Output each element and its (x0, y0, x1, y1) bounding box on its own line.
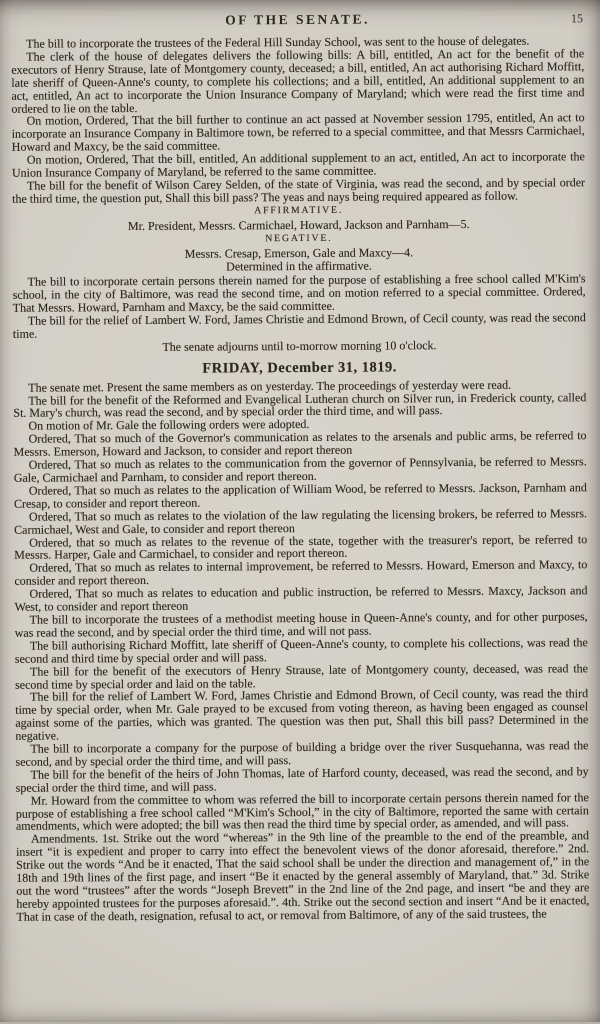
centered-line: The senate adjourns until to-morrow morning 10 o'clock. (162, 338, 437, 354)
paragraph: The bill to incorporate the trustees of a methodist meeting house in Queen-Anne's county, and for other purposes, was read the second, and by special order the third time, and will not pass. (14, 609, 588, 640)
paragraph: The senate met. Present the same members as on yesterday. The proceedings of yesterday were read. (28, 377, 512, 395)
date-heading: FRIDAY, December 31, 1819. (202, 359, 397, 377)
centered-line: Messrs. Cresap, Emerson, Gale and Maxcy—4. (184, 244, 414, 261)
paragraph: The bill to incorporate certain persons therein named for the purpose of establishing a free school called M'Kim's school, in the city of Baltimore, was read the second time, and on motion referred to a special committee. Ordered, That Messrs. Howard, Parnham and Maxcy, be the said committee. (12, 271, 586, 315)
paragraph: Ordered, That so much of the Governor's communication as relates to the arsenals and public arms, be referred to Messrs. Emerson, Howard and Jackson, to consider and report thereon (13, 428, 587, 459)
page-header (11, 10, 584, 33)
paragraph: The bill to incorporate the trustees of the Federal Hill Sunday School, was sent to the house of delegates. (26, 33, 530, 51)
paragraph: The bill to incorporate a company for the purpose of building a bridge over the river Susquehanna, was read the second, and by special order the third time, and will pass. (15, 738, 589, 769)
paragraph: Mr. Howard from the committee to whom was referred the bill to incorporate certain persons therein named for the purpose of establishing a free school called “M'Kim's School,” in the city of Baltimore, reported the same with certain amendments, which were adopted; the bill was then read the third time by special order, as amended, and will pass. (15, 789, 589, 834)
page-number: 15 (570, 11, 584, 26)
centered-line: Determined in the affirmative. (226, 258, 372, 274)
paragraph: The bill for the relief of Lambert W. Ford, James Christie and Edmond Brown, of Cecil county, was read the third time by special order, when Mr. Gale prayed to be excused from voting thereon, as having been engaged as counsel against some of the parties, which was granted. The question was then put, Shall this bill pass? Determined in the negative. (15, 686, 589, 743)
paragraph: Ordered, That so much as relates to the violation of the law regulating the licensing brokers, be referred to Messrs. Carmichael, West and Gale, to consider and report thereon (14, 505, 588, 537)
running-title: OF THE SENATE. (225, 11, 370, 28)
paragraph: On motion, Ordered, That the bill, entitled, An additional supplement to an act, entitled, An act to incorporate the Union Insurance Company of Maryland, be referred to the same committee. (11, 149, 585, 180)
vote-result-heading: AFFIRMATIVE. (254, 204, 344, 217)
centered-line: Mr. President, Messrs. Carmichael, Howard, Jackson and Parnham—5. (127, 216, 470, 233)
paragraph: Ordered, That so much as relates to the communication from the governor of Pennsylvania, be referred to Messrs. Gale, Carmichael and Parnham, to consider and report thereon. (13, 454, 587, 485)
document-body (11, 34, 589, 923)
paragraph: The bill for the benefit of the heirs of John Thomas, late of Harford county, deceased, was read the second, and by special order the third time, and will pass. (15, 764, 589, 795)
paragraph: Ordered, That so much as relates to the application of William Wood, be referred to Messrs. Jackson, Parnham and Cresap, to consider and report thereon. (13, 480, 587, 511)
paragraph: Ordered, that so much as relates to the revenue of the state, together with the treasurer's report, be referred to Messrs. Harper, Gale and Carmichael, to consider and report thereon. (14, 531, 588, 563)
paragraph: On motion, Ordered, That the bill further to continue an act passed at November session 1795, entitled, An act to incorporate an Insurance Company in Baltimore town, be referred to a special committee, and that Messrs Carmichael, Howard and Maxcy, be the said committee. (11, 110, 585, 155)
paragraph: The bill authorising Richard Moffitt, late sheriff of Queen-Anne's county, to complete his collections, was read the second and third time by special order and will pass. (14, 635, 588, 666)
paragraph: Amendments. 1st. Strike out the word “whereas” in the 9th line of the preamble to the end of the preamble, and insert “it is expedient and proper to carry into effect the benevolent views of the donor aforesaid, therefore.” 2nd. Strike out the words “And be it enacted, That the said school shall be under the direction and management of,” in the 18th and 19th lines of the first page, and insert “Be it enacted by the general assembly of Maryland, that.” 3d. Strike out the word “trustees” after the words “Joseph Brevett” in the 2nd line of the 2nd page, and insert “be and they are hereby appointed trustees for the purposes aforesaid.”. 4th. Strike out the second section and insert “And be it enacted, That in case of the death, resignation, refusal to act, or removal from Baltimore, of any of the said trustees, the (16, 828, 590, 924)
paragraph: The bill for the benefit of the executors of Henry Strause, late of Montgomery county, deceased, was read the second time by special order and laid on the table. (15, 660, 589, 692)
paragraph: The bill for the benefit of Wilson Carey Selden, of the state of Virginia, was read the second, and by special order the third time, the question put, Shall this bill pass? The yeas and nays being required appeared as follow. (12, 175, 586, 206)
paragraph: The bill for the relief of Lambert W. Ford, James Christie and Edmond Brown, of Cecil county, was read the second time. (12, 310, 586, 341)
paragraph: Ordered, That so much as relates to internal improvement, be referred to Messrs. Howard, Emerson and Maxcy, to consider and report thereon. (14, 557, 588, 588)
vote-result-heading: NEGATIVE. (265, 232, 333, 244)
paragraph: Ordered, That so much as relates to education and public instruction, be referred to Messrs. Maxcy, Jackson and West, to consider and report thereon (14, 583, 588, 614)
paragraph: The clerk of the house of delegates delivers the following bills: A bill, entitled, An act for the benefit of the executors of Henry Strause, late of Montgomery county, deceased; a bill, entitled, An act authorising Richard Moffitt, late sheriff of Queen-Anne's county, to complete his collections; and a bill, entitled, An additional supplement to an act, entitled, An act to incorporate the Union Insurance Company of Maryland; which were read the first time and ordered to lie on the table. (11, 46, 585, 116)
paragraph: On motion of Mr. Gale the following orders were adopted. (28, 417, 310, 434)
paragraph: The bill for the benefit of the Reformed and Evangelical Lutheran church on Silver run, in Frederick county, called St. Mary's church, was read the second, and by special order the third time, and will pass. (13, 389, 587, 421)
